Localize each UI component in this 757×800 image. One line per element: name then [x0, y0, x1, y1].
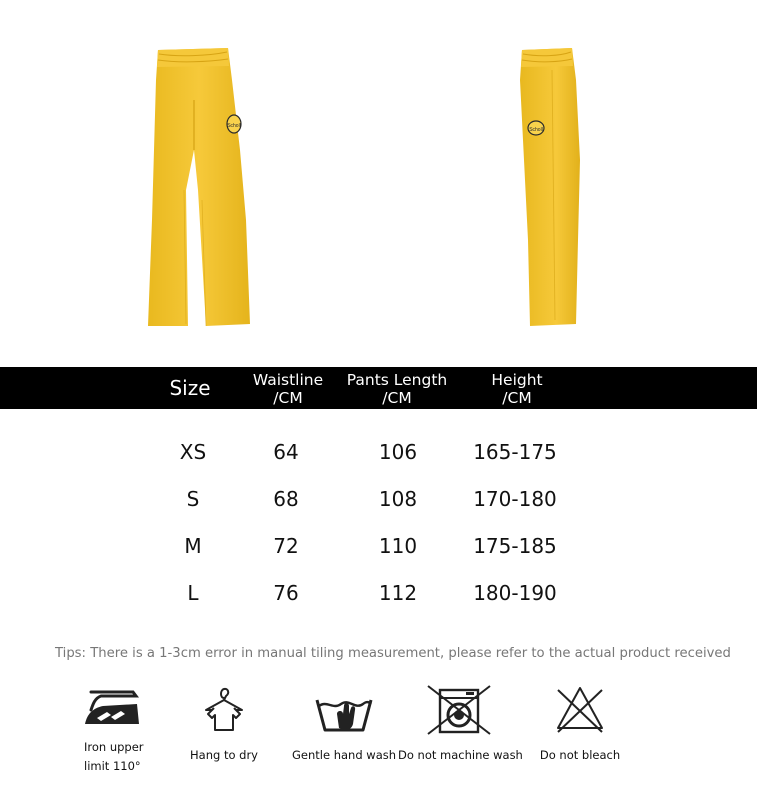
cell-height: 165-175: [473, 440, 557, 464]
product-image-front: [128, 40, 258, 336]
iron-icon: [81, 684, 145, 732]
care-iron-label-line2: limit 110°: [84, 759, 141, 773]
header-waistline-label: Waistline: [252, 371, 324, 389]
cell-waistline: 72: [273, 534, 299, 558]
cell-height: 175-185: [473, 534, 557, 558]
care-iron-label: [84, 738, 148, 776]
hand-wash-icon: [313, 684, 375, 736]
cell-height: 170-180: [473, 487, 557, 511]
product-image-side: [500, 40, 590, 336]
size-table-header: [0, 367, 757, 409]
header-height-unit: /CM: [502, 389, 532, 407]
cell-size: S: [186, 487, 200, 511]
header-pants-length-unit: /CM: [382, 389, 412, 407]
header-pants-length: [338, 371, 456, 407]
care-no-machine-wash-label: Do not machine wash: [398, 748, 523, 762]
cell-size: M: [184, 534, 202, 558]
care-no-machine-wash: [398, 684, 523, 765]
header-size: Size: [169, 376, 211, 400]
brand-patch-text: Scholl: [227, 123, 241, 129]
pants-front-illustration: [128, 40, 258, 336]
care-no-bleach: [536, 684, 624, 765]
table-row: [0, 581, 757, 611]
cell-waistline: 64: [273, 440, 299, 464]
care-hand-wash-label: Gentle hand wash: [292, 748, 397, 762]
pants-side-illustration: [500, 40, 590, 336]
cell-waistline: 68: [273, 487, 299, 511]
cell-pants-length: 110: [378, 534, 418, 558]
header-waistline: [238, 371, 338, 407]
hanger-icon: [200, 684, 248, 736]
header-waistline-unit: /CM: [273, 389, 303, 407]
cell-size: XS: [179, 440, 207, 464]
cell-pants-length: 106: [378, 440, 418, 464]
table-row: [0, 534, 757, 564]
cell-height: 180-190: [473, 581, 557, 605]
cell-size: L: [187, 581, 199, 605]
care-hang-label: Hang to dry: [190, 748, 258, 762]
cell-pants-length: 108: [378, 487, 418, 511]
cell-pants-length: 112: [378, 581, 418, 605]
no-machine-wash-icon: [424, 684, 494, 736]
care-hand-wash: [292, 684, 396, 765]
care-iron-label-line1: Iron upper: [84, 740, 144, 754]
measurement-tip: Tips: There is a 1-3cm error in manual tiling measurement, please refer to the actual product received: [55, 646, 731, 661]
care-hang: [186, 684, 262, 765]
header-pants-length-label: Pants Length: [346, 371, 448, 389]
care-no-bleach-label: Do not bleach: [539, 748, 621, 762]
no-bleach-icon: [554, 684, 606, 736]
header-height: [458, 371, 576, 407]
brand-patch-text-side: Scholl: [529, 127, 543, 133]
care-iron: [78, 684, 148, 776]
header-height-label: Height: [491, 371, 543, 389]
table-row: [0, 487, 757, 517]
table-row: [0, 440, 757, 470]
cell-waistline: 76: [273, 581, 299, 605]
